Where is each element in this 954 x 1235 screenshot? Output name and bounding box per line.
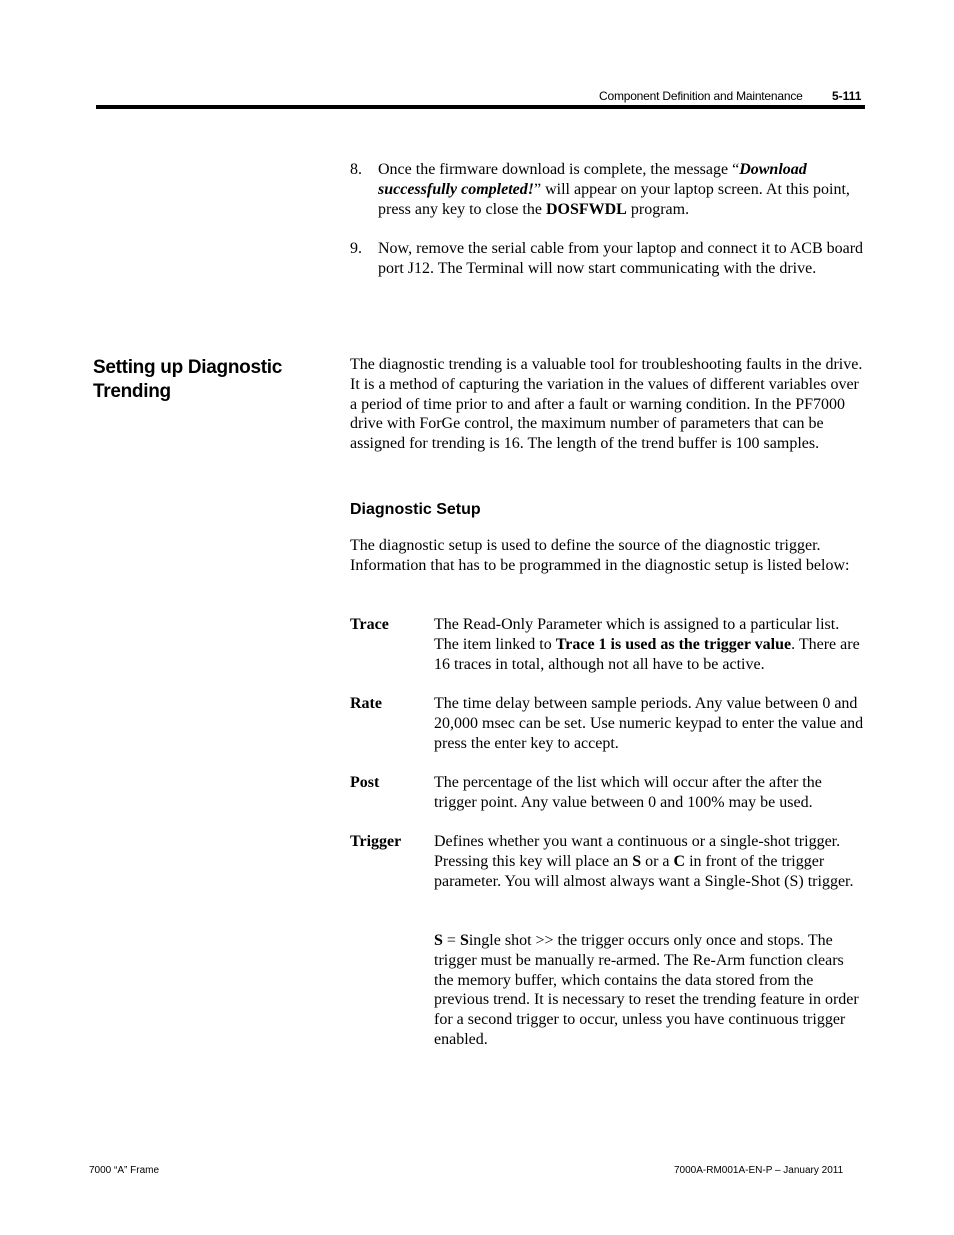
step-number: 8. [350,161,362,178]
definition-trigger: Defines whether you want a continuous or a single-shot trigger. Pressing this key will place an S or a C in front of the trigger parameter. You will almost always want a Single-Shot (S) trigger. [434,833,854,890]
term-trace: Trace [350,616,389,633]
setup-intro-paragraph: The diagnostic setup is used to define the source of the diagnostic trigger. Information that has to be programmed in the diagnostic setup is listed below: [350,537,850,574]
footer-product: 7000 “A” Frame [89,1165,160,1176]
trending-intro-paragraph: The diagnostic trending is a valuable tool for troubleshooting faults in the drive. It is a method of capturing the variation in the values of different variables over a period of time prior to and after a fault or warning condition. In the PF7000 drive with ForGe control, the maximum number of parameters that can be assigned for trending is 16. The length of the trend buffer is 100 samples. [350,356,863,453]
section-heading: Setting up Diagnostic Trending [93,357,282,402]
step-text: Now, remove the serial cable from your laptop and connect it to ACB board port J12. The Terminal will now start communicating with the drive. [378,240,864,277]
definition-rate: The time delay between sample periods. Any value between 0 and 20,000 msec can be set. Use numeric keypad to enter the value and press the enter key to accept. [434,695,864,752]
term-post: Post [350,774,380,791]
download-message: Download successfully completed! [378,161,807,198]
step-number: 9. [350,240,362,257]
term-rate: Rate [350,695,382,712]
definition-single-shot: S = Single shot >> the trigger occurs only once and stops. The trigger must be manually re-armed. The Re-Arm function clears the memory buffer, which contains the data stored from the previous trend. It is necessary to reset the trending feature in order for a second trigger to occur, unless you have continuous trigger enabled. [434,932,859,1048]
sub-heading: Diagnostic Setup [350,501,481,518]
program-name: DOSFWDL [545,200,627,218]
term-trigger: Trigger [350,833,402,850]
step-text: Once the firmware download is complete, the message “Download successfully completed!” will appear on your laptop screen. At this point, press any key to close the DOSFWDL program. [378,161,850,218]
header-rule [96,105,865,109]
running-header-title: Component Definition and Maintenance [599,89,803,103]
footer-publication: 7000A-RM001A-EN-P – January 2011 [674,1165,844,1176]
definition-post: The percentage of the list which will occur after the after the trigger point. Any value between 0 and 100% may be used. [434,774,822,811]
page-number: 5-111 [832,89,862,103]
definition-trace: The Read-Only Parameter which is assigned to a particular list. The item linked to Trace 1 is used as the trigger value. There are 16 traces in total, although not all have to be active. [434,616,860,673]
